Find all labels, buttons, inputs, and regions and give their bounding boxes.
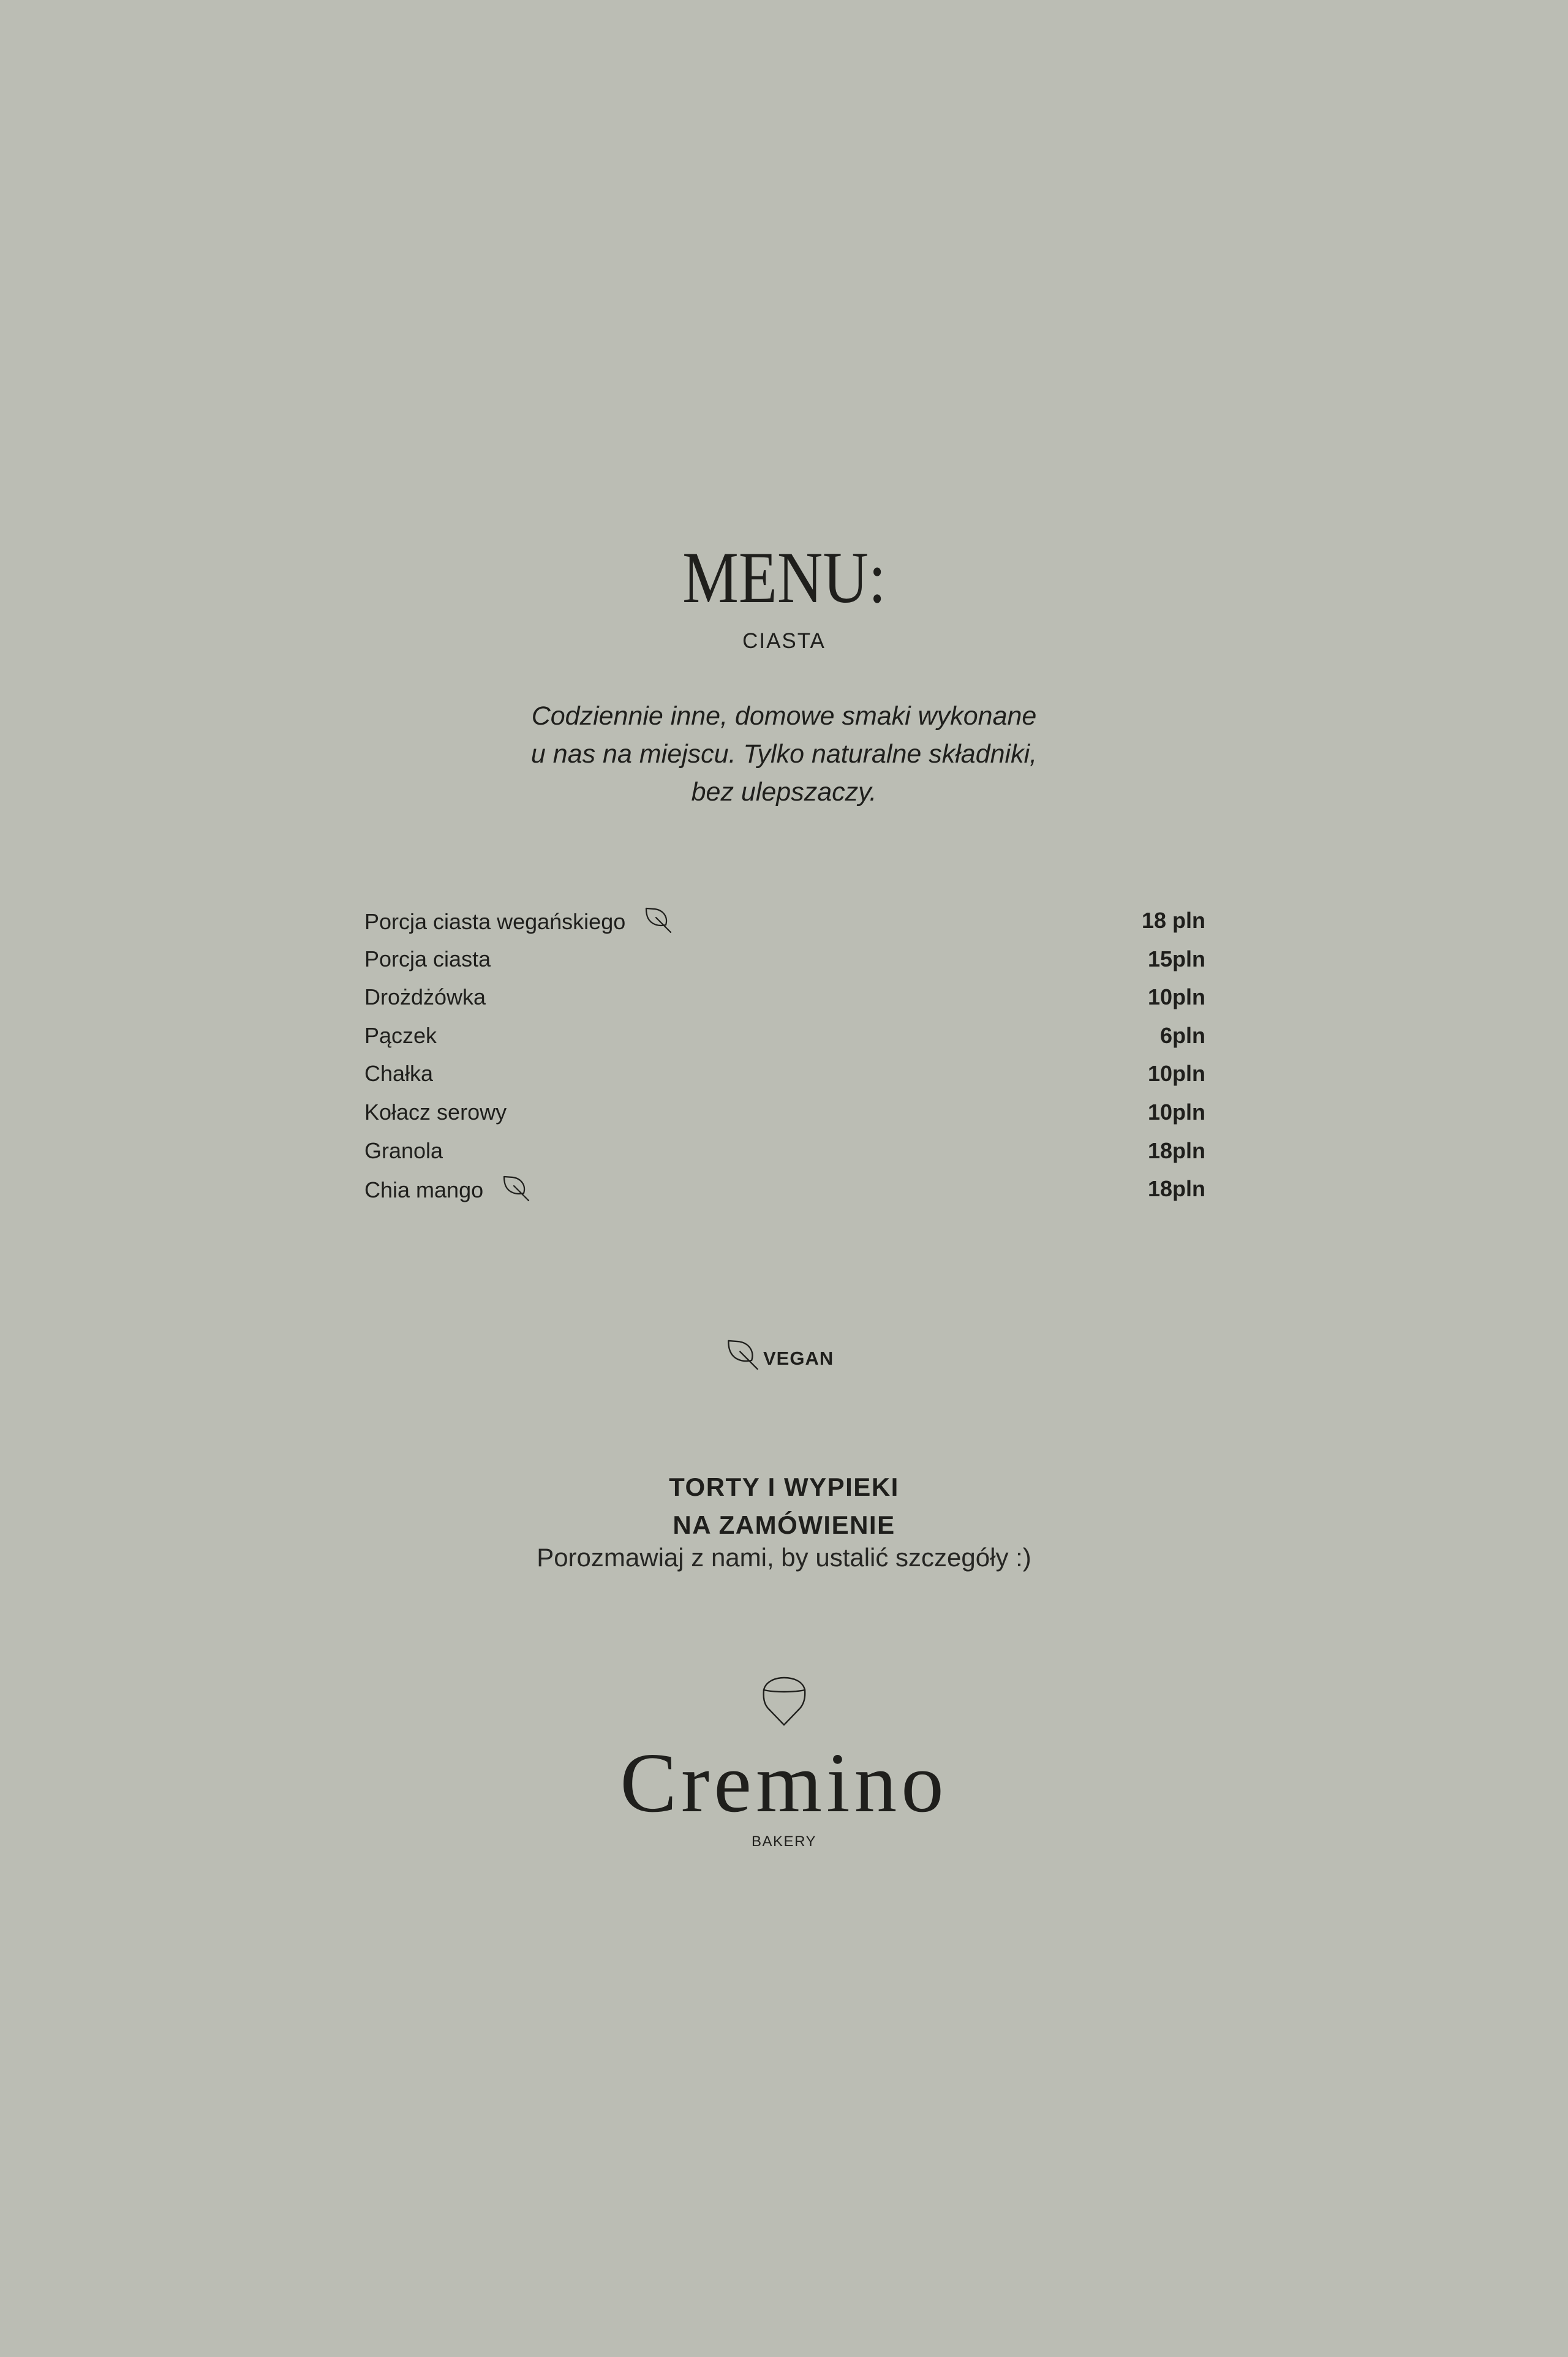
custom-orders-title-line: TORTY I WYPIEKI bbox=[669, 1473, 899, 1501]
description-line: u nas na miejscu. Tylko naturalne składniki, bbox=[530, 739, 1038, 769]
category-subtitle: CIASTA bbox=[742, 629, 826, 653]
custom-orders-subtitle: Porozmawiaj z nami, by ustalić szczegóły :) bbox=[537, 1543, 1031, 1572]
menu-list bbox=[364, 910, 1205, 1216]
menu-item-name: Chałka bbox=[364, 1061, 434, 1087]
description bbox=[0, 697, 1568, 811]
menu-item-name: Chia mango bbox=[364, 1177, 484, 1202]
description-line: Codziennie inne, domowe smaki wykonane bbox=[531, 701, 1037, 731]
menu-item bbox=[364, 1022, 1205, 1063]
menu-item-price: 18pln bbox=[1147, 1137, 1205, 1163]
acorn-icon bbox=[762, 1676, 807, 1726]
vegan-label: VEGAN bbox=[763, 1347, 834, 1369]
menu-title-text: MENU: bbox=[682, 537, 886, 618]
page-title bbox=[0, 537, 1568, 618]
menu-item bbox=[364, 1101, 1205, 1140]
leaf-icon bbox=[503, 1175, 530, 1202]
custom-orders-title-line: NA ZAMÓWIENIE bbox=[673, 1510, 895, 1539]
menu-item bbox=[364, 986, 1205, 1025]
menu-item-name: Porcja ciasta wegańskiego bbox=[364, 908, 626, 934]
description-line: bez ulepszaczy. bbox=[691, 777, 877, 807]
leaf-icon bbox=[727, 1339, 759, 1371]
menu-item-price: 10pln bbox=[1147, 1099, 1205, 1125]
menu-item-name: Drożdżówka bbox=[364, 984, 486, 1010]
menu-item bbox=[364, 910, 1205, 948]
menu-item-price: 18pln bbox=[1147, 1176, 1205, 1202]
menu-item-price: 18 pln bbox=[1141, 908, 1205, 933]
leaf-icon bbox=[645, 907, 672, 933]
menu-item-name: Granola bbox=[364, 1137, 443, 1163]
menu-item-name-wrap bbox=[364, 910, 672, 933]
menu-item bbox=[364, 1063, 1205, 1101]
menu-item-price: 15pln bbox=[1147, 946, 1205, 971]
menu-item-name: Porcja ciasta bbox=[364, 946, 491, 971]
menu-item-price: 10pln bbox=[1147, 984, 1205, 1010]
menu-item bbox=[364, 1178, 1205, 1216]
menu-item-price: 6pln bbox=[1159, 1022, 1205, 1048]
brand-tagline: BAKERY bbox=[752, 1833, 816, 1850]
menu-item-name: Kołacz serowy bbox=[364, 1099, 507, 1125]
menu-item bbox=[364, 1137, 1205, 1178]
custom-orders-title bbox=[0, 1468, 1568, 1544]
menu-item-name: Pączek bbox=[364, 1022, 437, 1048]
vegan-legend bbox=[727, 1339, 834, 1371]
menu-item-price: 10pln bbox=[1147, 1061, 1205, 1087]
menu-item bbox=[364, 948, 1205, 987]
brand-logo: Cremino bbox=[620, 1736, 948, 1830]
menu-item-name-wrap bbox=[364, 1178, 530, 1202]
